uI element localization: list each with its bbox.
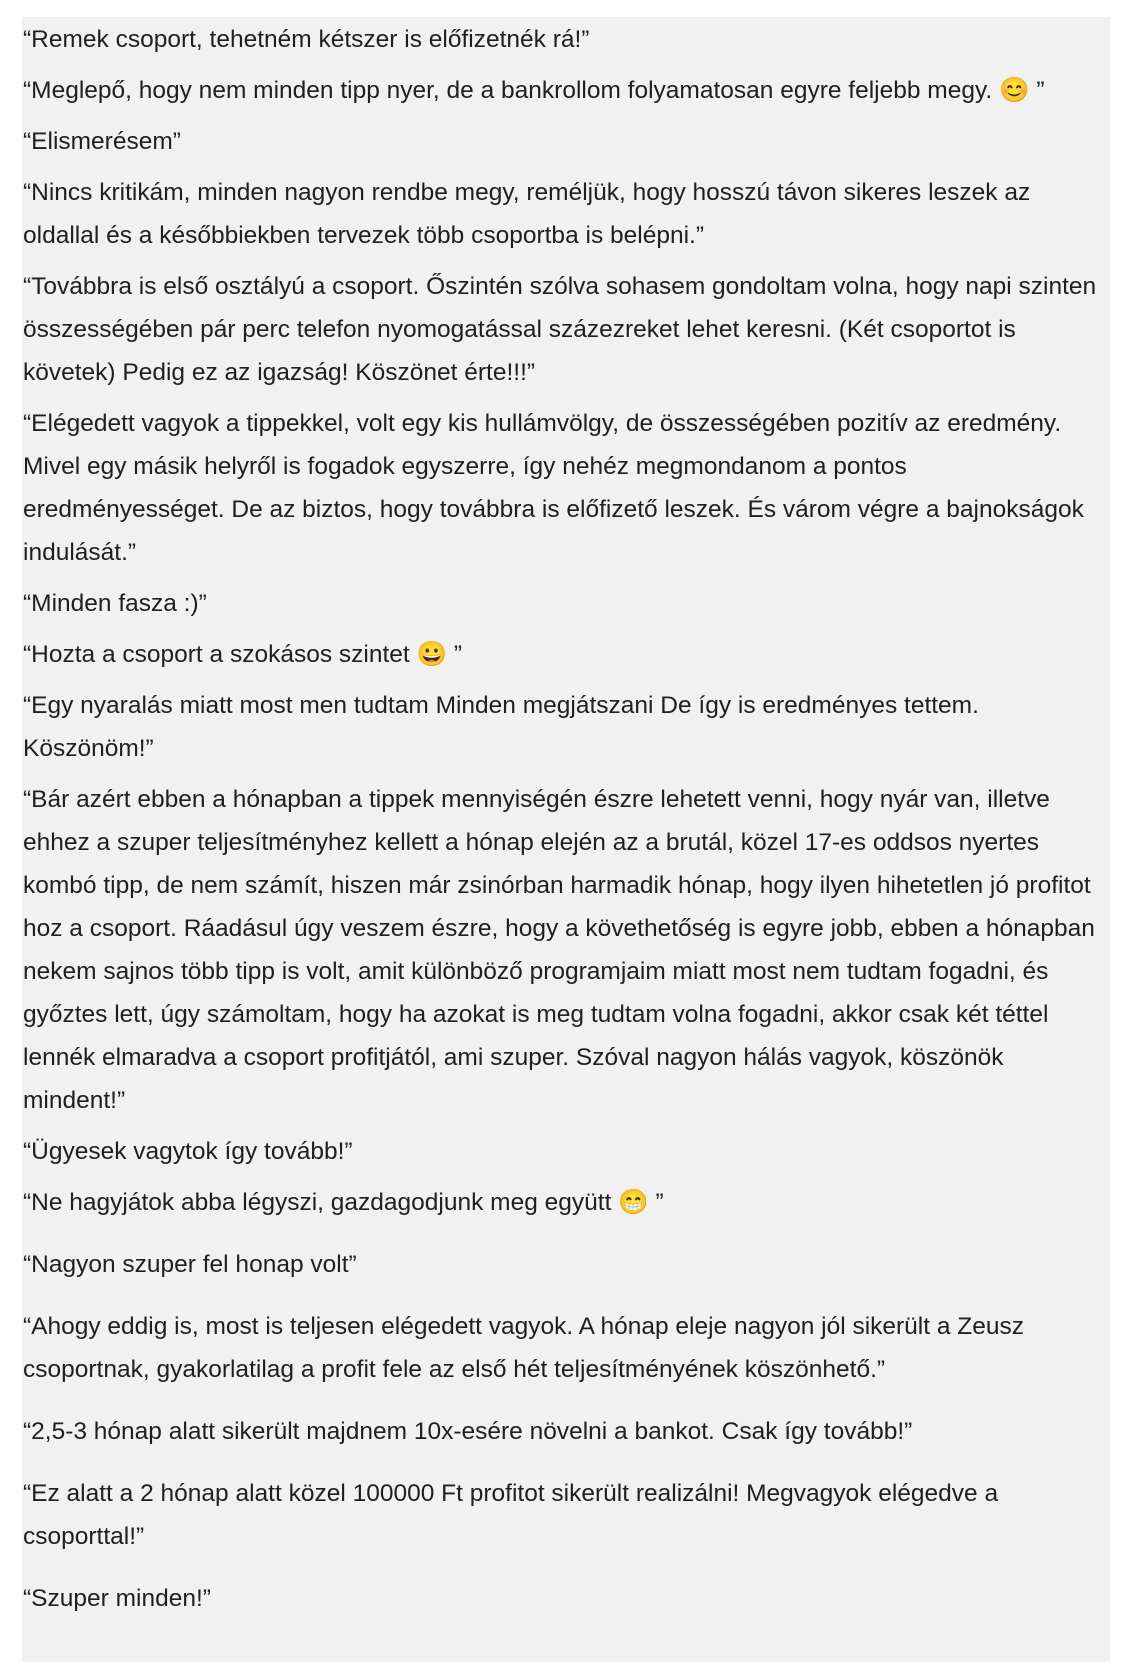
testimonial-quote: “Meglepő, hogy nem minden tipp nyer, de a bankrollom folyamatosan egyre feljebb megy. 😊 ” bbox=[23, 77, 1045, 104]
testimonial-list bbox=[23, 18, 1109, 1628]
testimonial-quote: “Elégedett vagyok a tippekkel, volt egy kis hullámvölgy, de összességében pozitív az eredmény. Mivel egy másik helyről is fogadok egyszerre, így nehéz megmondanom a pontos eredményességet. De az biztos, hogy továbbra is előfizető leszek. És várom végre a bajnokságok indulását.” bbox=[23, 410, 1084, 566]
testimonial-quote: “Ahogy eddig is, most is teljesen elégedett vagyok. A hónap eleje nagyon jól sikerült a Zeusz csoportnak, gyakorlatilag a profit fele az első hét teljesítményének köszönhető.” bbox=[23, 1313, 1025, 1383]
testimonial-quote: “2,5-3 hónap alatt sikerült majdnem 10x-esére növelni a bankot. Csak így tovább!” bbox=[23, 1418, 913, 1445]
testimonial-quote: “Szuper minden!” bbox=[23, 1585, 211, 1612]
testimonial-quote: “Minden fasza :)” bbox=[23, 590, 207, 617]
testimonial-quote: “Nagyon szuper fel honap volt” bbox=[23, 1251, 357, 1278]
testimonial-quote: “Ügyesek vagytok így tovább!” bbox=[23, 1138, 353, 1165]
testimonial-quote: “Egy nyaralás miatt most men tudtam Minden megjátszani De így is eredményes tettem. Köszönöm!” bbox=[23, 692, 979, 762]
testimonial-quote: “Nincs kritikám, minden nagyon rendbe megy, reméljük, hogy hosszú távon sikeres leszek az oldallal és a későbbiekben tervezek több csoportba is belépni.” bbox=[23, 179, 1031, 249]
testimonial-quote: “Továbbra is első osztályú a csoport. Őszintén szólva sohasem gondoltam volna, hogy napi szinten összességében pár perc telefon nyomogatással százezreket lehet keresni. (Két csoportot is követek) Pedig ez az igazság! Köszönet érte!!!” bbox=[23, 273, 1097, 386]
testimonial-quote: “Bár azért ebben a hónapban a tippek mennyiségén észre lehetett venni, hogy nyár van, illetve ehhez a szuper teljesítményhez kellett a hónap elején az a brutál, közel 17-es oddsos nyertes kombó tipp, de nem számít, hiszen már zsinórban harmadik hónap, hogy ilyen hihetetlen jó profitot hoz a csoport. Ráadásul úgy veszem észre, hogy a követhetőség is egyre jobb, ebben a hónapban nekem sajnos több tipp is volt, amit különböző programjaim miatt most nem tudtam fogadni, és győztes lett, úgy számoltam, hogy ha azokat is meg tudtam volna fogadni, akkor csak két téttel lennék elmaradva a csoport profitjától, ami szuper. Szóval nagyon hálás vagyok, köszönök mindent!” bbox=[23, 786, 1095, 1114]
testimonial-quote: “Hozta a csoport a szokásos szintet 😀 ” bbox=[23, 641, 463, 668]
testimonial-quote: “Ez alatt a 2 hónap alatt közel 100000 Ft profitot sikerült realizálni! Megvagyok elégedve a csoporttal!” bbox=[23, 1480, 999, 1550]
testimonial-quote: “Ne hagyjátok abba légyszi, gazdagodjunk meg együtt 😁 ” bbox=[23, 1189, 664, 1216]
testimonial-quote: “Remek csoport, tehetném kétszer is előfizetnék rá!” bbox=[23, 26, 590, 53]
testimonial-quote: “Elismerésem” bbox=[23, 128, 181, 155]
